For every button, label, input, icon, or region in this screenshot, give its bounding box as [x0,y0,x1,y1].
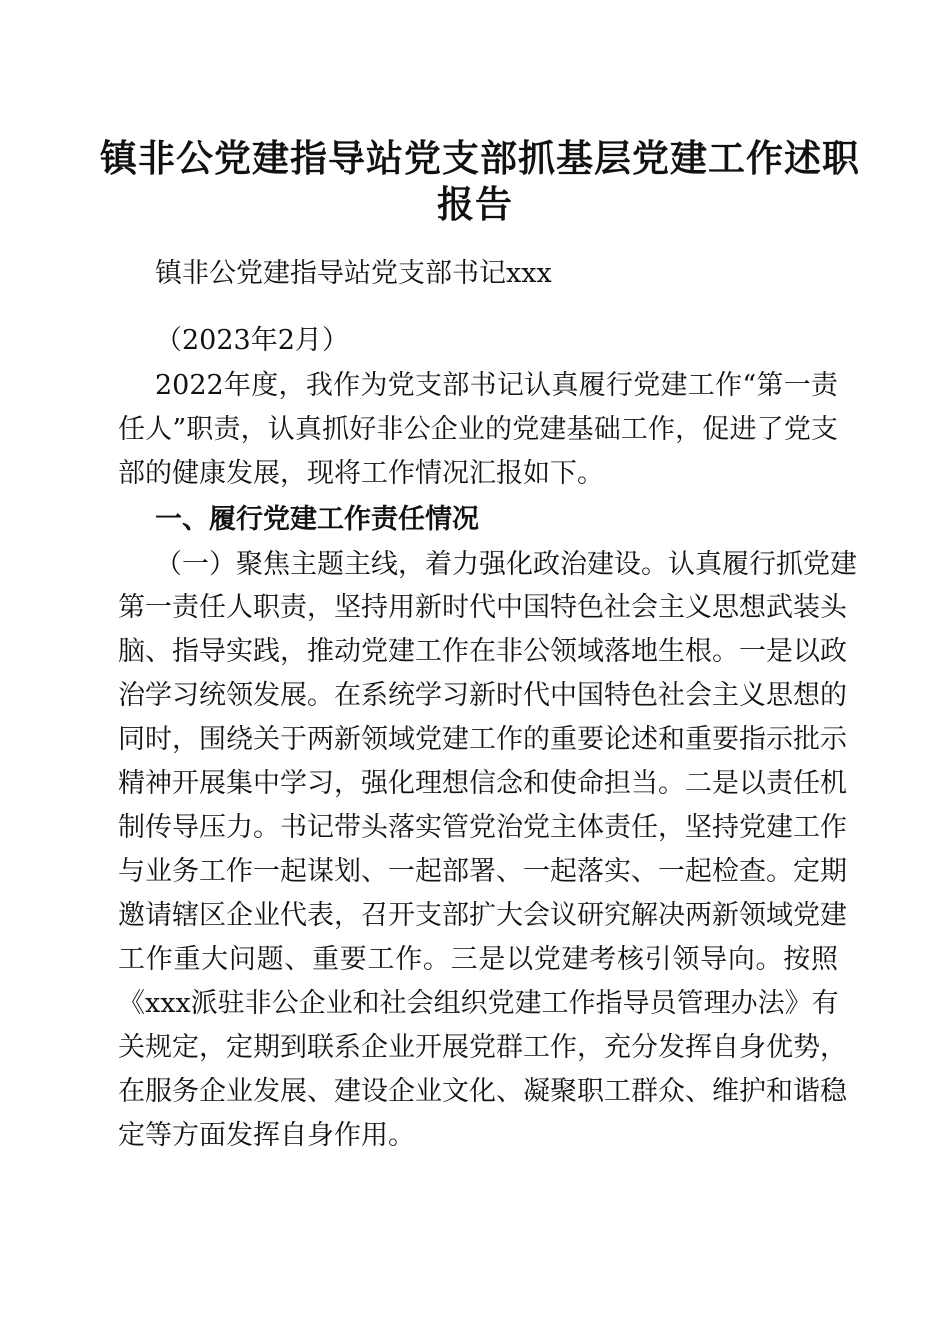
body-line-3: 脑、指导实践，推动党建工作在非公领域落地生根。一是以政 [118,636,847,667]
section-1-heading: 一、履行党建工作责任情况 [155,504,479,535]
intro-line-3: 部的健康发展，现将工作情况汇报如下。 [118,458,604,489]
body-line-8: 与业务工作一起谋划、一起部署、一起落实、一起检查。定期 [118,856,847,887]
subsection-1-heading: （一）聚焦主题主线，着力强化政治建设。 [155,549,668,580]
body-line-7: 制传导压力。书记带头落实管党治党主体责任，坚持党建工作 [118,812,847,843]
body-line-4: 治学习统领发展。在系统学习新时代中国特色社会主义思想的 [118,680,847,711]
body-line-1 [155,545,857,585]
body-line-5: 同时，围绕关于两新领域党建工作的重要论述和重要指示批示 [118,724,847,755]
date-line: （2023年2月） [155,325,349,356]
intro-line-2: 任人”职责，认真抓好非公企业的党建基础工作，促进了党支 [118,414,838,445]
body-line-14: 定等方面发挥自身作用。 [118,1120,415,1151]
body-line-10: 工作重大问题、重要工作。三是以党建考核引领导向。按照 [118,944,838,975]
body-line-6: 精神开展集中学习，强化理想信念和使命担当。二是以责任机 [118,768,847,799]
body-line-12: 关规定，定期到联系企业开展党群工作，充分发挥自身优势， [118,1032,847,1063]
body-line-11: 《xxx派驻非公企业和社会组织党建工作指导员管理办法》有 [118,988,839,1019]
body-line-13: 在服务企业发展、建设企业文化、凝聚职工群众、维护和谐稳 [118,1076,847,1107]
document-title-line-1: 镇非公党建指导站党支部抓基层党建工作述职 [100,136,860,180]
document-title-line-2: 报告 [437,182,513,226]
intro-line-1: 2022年度，我作为党支部书记认真履行党建工作“第一责 [155,370,838,401]
body-line-2: 第一责任人职责，坚持用新时代中国特色社会主义思想武装头 [118,592,847,623]
body-line-1-rest: 认真履行抓党建 [668,549,857,580]
author-line: 镇非公党建指导站党支部书记xxx [155,258,552,289]
body-line-9: 邀请辖区企业代表，召开支部扩大会议研究解决两新领域党建 [118,900,847,931]
